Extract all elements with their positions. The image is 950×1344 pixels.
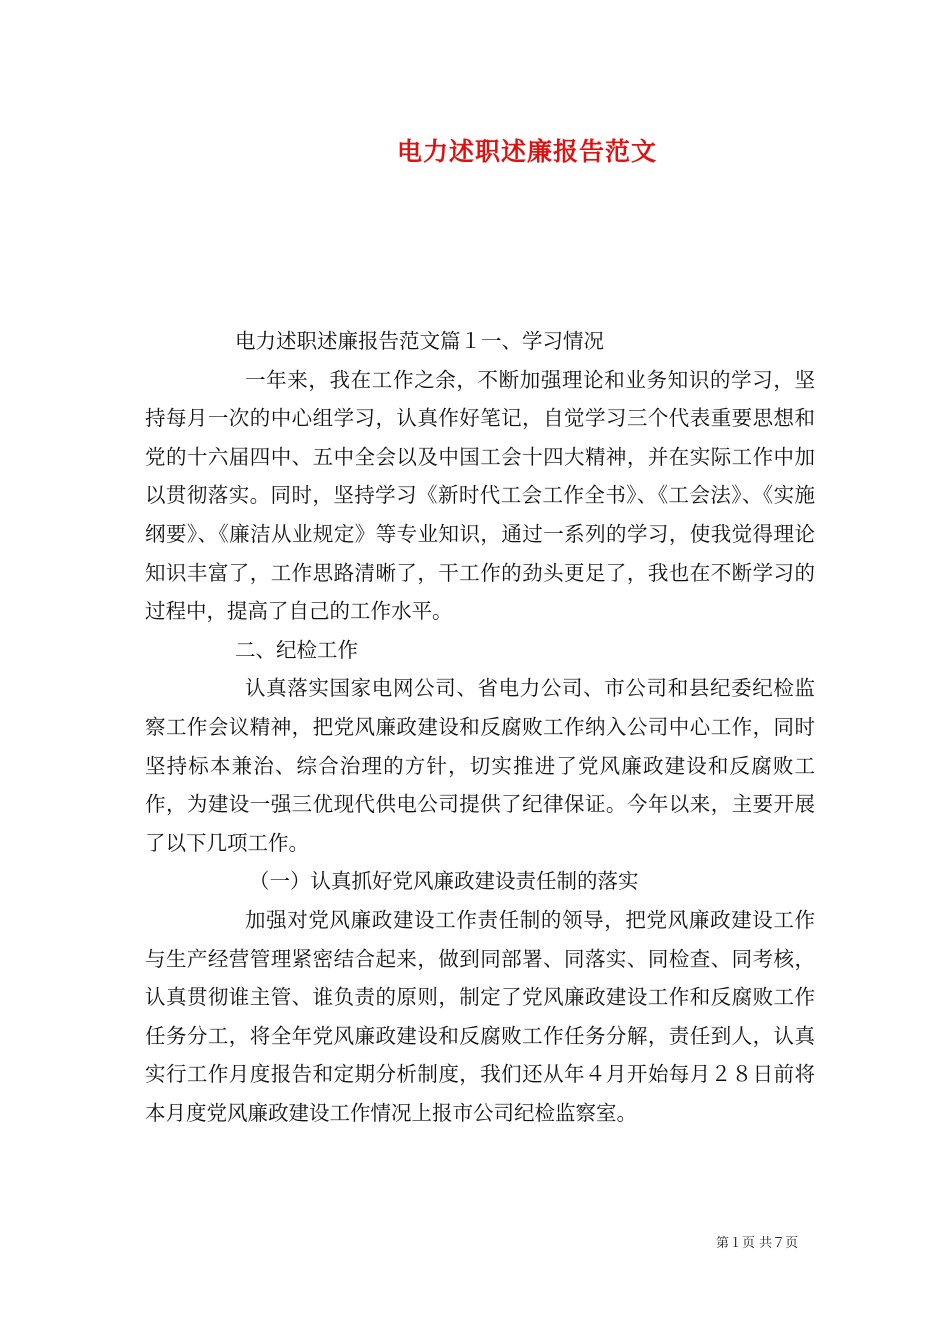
section-heading: 电力述职述廉报告范文篇１一、学习情况 xyxy=(235,329,604,353)
document-body xyxy=(145,322,815,1132)
section-heading: 二、纪检工作 xyxy=(235,637,358,662)
paragraph: 一年来，我在工作之余，不断加强理论和业务知识的学习，坚持每月一次的中心组学习，认真作好笔记，自觉学习三个代表重要思想和党的十六届四中、五中全会以及中国工会十四大精神，并在实际工作中加以贯彻落实。同时，坚持学习《新时代工会工作全书》、《工会法》、《实施纲要》、《廉洁从业规定》等专业知识，通过一系列的学习，使我觉得理论知识丰富了，工作思路清晰了，干工作的劲头更足了，我也在不断学习的过程中，提高了自己的工作水平。 xyxy=(145,367,815,624)
page-number: 第１页 共７页 xyxy=(716,1236,799,1251)
subsection-heading: （一）认真抓好党风廉政建设责任制的落实 xyxy=(249,869,639,894)
paragraph: 加强对党风廉政建设工作责任制的领导，把党风廉政建设工作与生产经营管理紧密结合起来，做到同部署、同落实、同检查、同考核，认真贯彻谁主管、谁负责的原则，制定了党风廉政建设工作和反腐败工作任务分工，将全年党风廉政建设和反腐败工作任务分解，责任到人，认真实行工作月度报告和定期分析制度，我们还从年４月开始每月２８日前将本月度党风廉政建设工作情况上报市公司纪检监察室。 xyxy=(145,907,815,1125)
paragraph: 认真落实国家电网公司、省电力公司、市公司和县纪委纪检监察工作会议精神，把党风廉政建设和反腐败工作纳入公司中心工作，同时坚持标本兼治、综合治理的方针，切实推进了党风廉政建设和反腐败工作，为建设一强三优现代供电公司提供了纪律保证。今年以来，主要开展了以下几项工作。 xyxy=(145,676,815,855)
document-title: 电力述职述廉报告范文 xyxy=(396,137,657,166)
